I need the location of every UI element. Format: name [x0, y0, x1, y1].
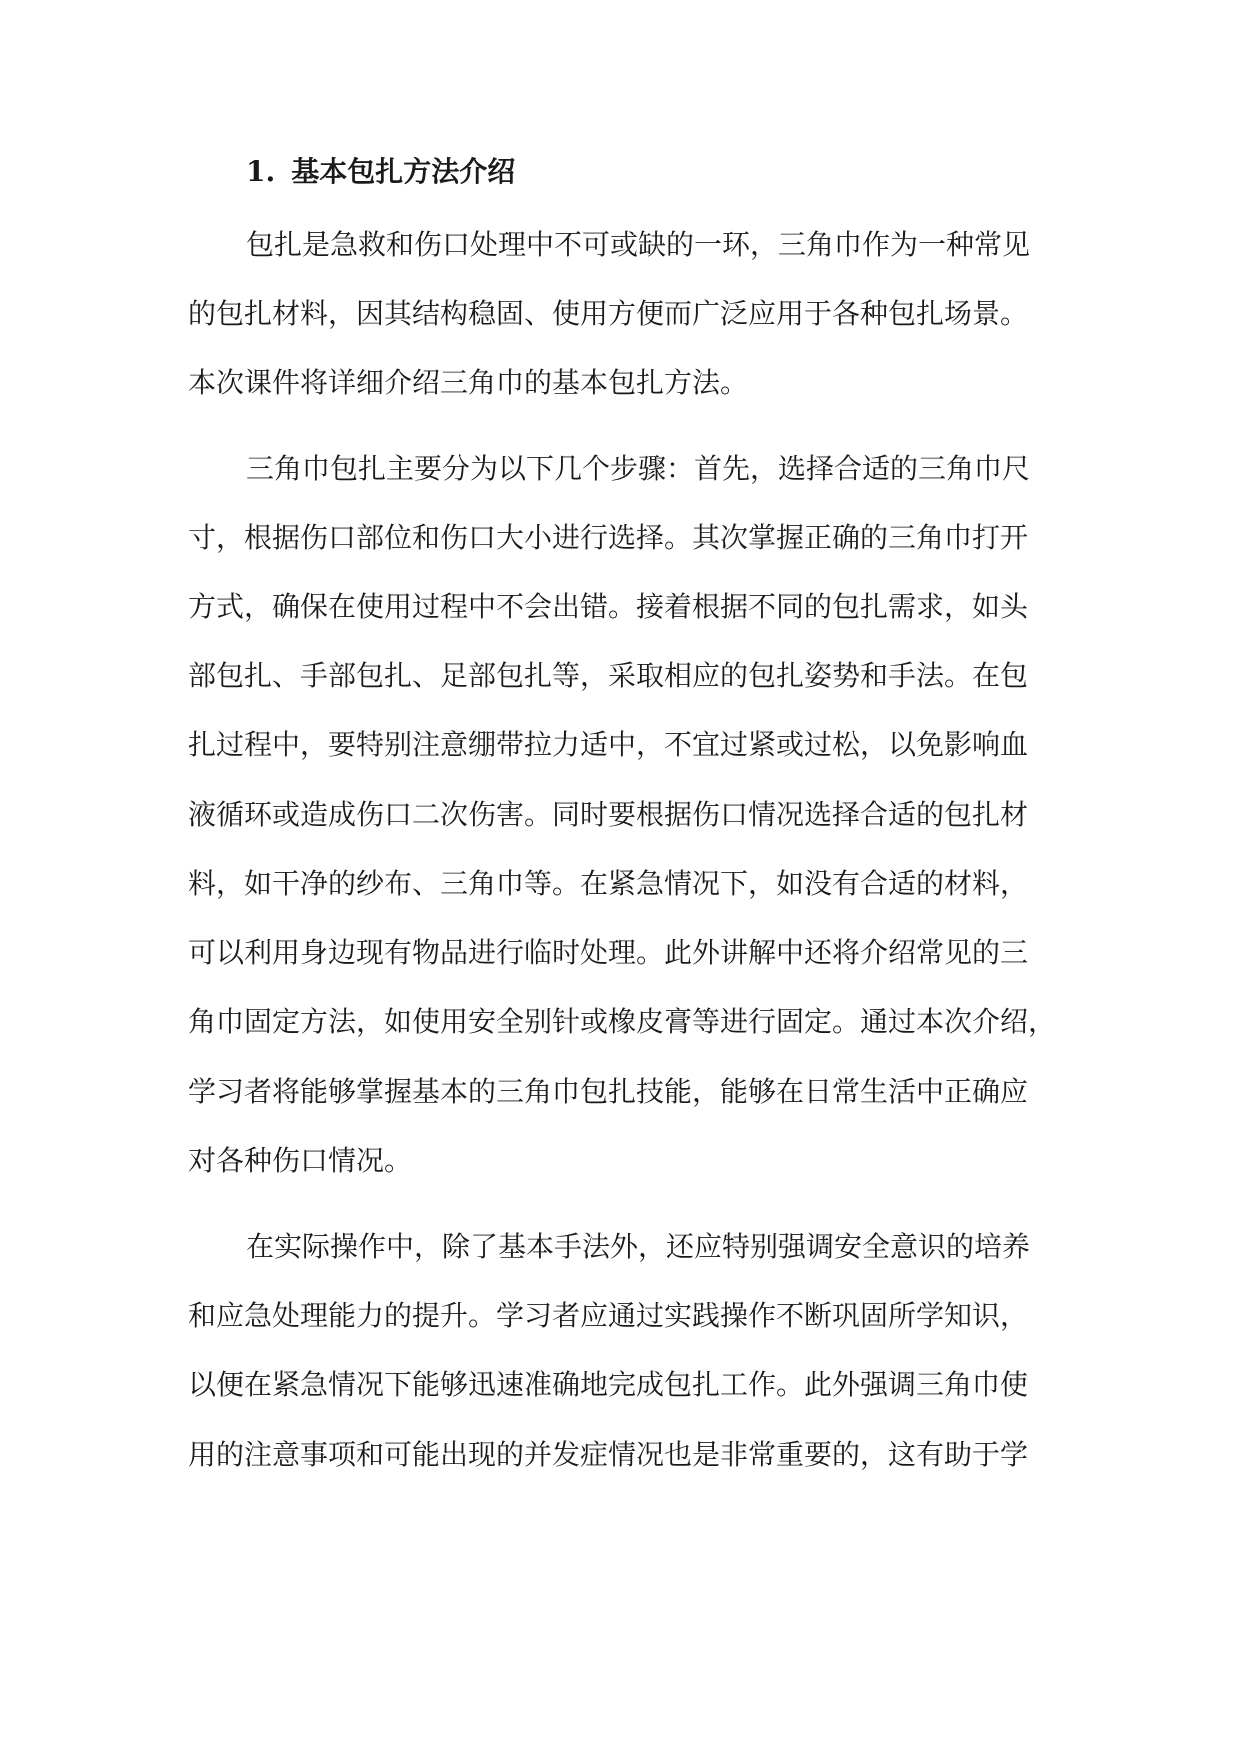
text-line: 包扎是急救和伤口处理中不可或缺的一环，三角巾作为一种常见: [246, 228, 1031, 261]
section-number: 1.: [246, 155, 276, 188]
text-line: 方式，确保在使用过程中不会出错。接着根据不同的包扎需求，如头: [188, 590, 1029, 623]
text-line: 角巾固定方法，如使用安全别针或橡皮膏等进行固定。通过本次介绍，: [188, 1005, 1057, 1038]
text-line: 部包扎、手部包扎、足部包扎等，采取相应的包扎姿势和手法。在包: [188, 659, 1029, 692]
text-line: 三角巾包扎主要分为以下几个步骤：首先，选择合适的三角巾尺: [246, 452, 1031, 485]
text-line: 液循环或造成伤口二次伤害。同时要根据伤口情况选择合适的包扎材: [188, 798, 1029, 831]
text-line: 料，如干净的纱布、三角巾等。在紧急情况下，如没有合适的材料，: [188, 867, 1029, 900]
text-line: 的包扎材料，因其结构稳固、使用方便而广泛应用于各种包扎场景。: [188, 297, 1029, 330]
text-line: 对各种伤口情况。: [188, 1144, 413, 1177]
text-line: 可以利用身边现有物品进行临时处理。此外讲解中还将介绍常见的三: [188, 936, 1029, 969]
section-title: 基本包扎方法介绍: [291, 155, 516, 188]
text-line: 和应急处理能力的提升。学习者应通过实践操作不断巩固所学知识，: [188, 1299, 1029, 1332]
section-heading: [246, 146, 515, 198]
text-line: 寸，根据伤口部位和伤口大小进行选择。其次掌握正确的三角巾打开: [188, 521, 1029, 554]
text-line: 用的注意事项和可能出现的并发症情况也是非常重要的，这有助于学: [188, 1438, 1029, 1471]
text-line: 扎过程中，要特别注意绷带拉力适中，不宜过紧或过松，以免影响血: [188, 728, 1029, 761]
text-line: 在实际操作中，除了基本手法外，还应特别强调安全意识的培养: [246, 1230, 1031, 1263]
text-line: 学习者将能够掌握基本的三角巾包扎技能，能够在日常生活中正确应: [188, 1075, 1029, 1108]
text-line: 本次课件将详细介绍三角巾的基本包扎方法。: [188, 366, 749, 399]
text-line: 以便在紧急情况下能够迅速准确地完成包扎工作。此外强调三角巾使: [188, 1368, 1029, 1401]
